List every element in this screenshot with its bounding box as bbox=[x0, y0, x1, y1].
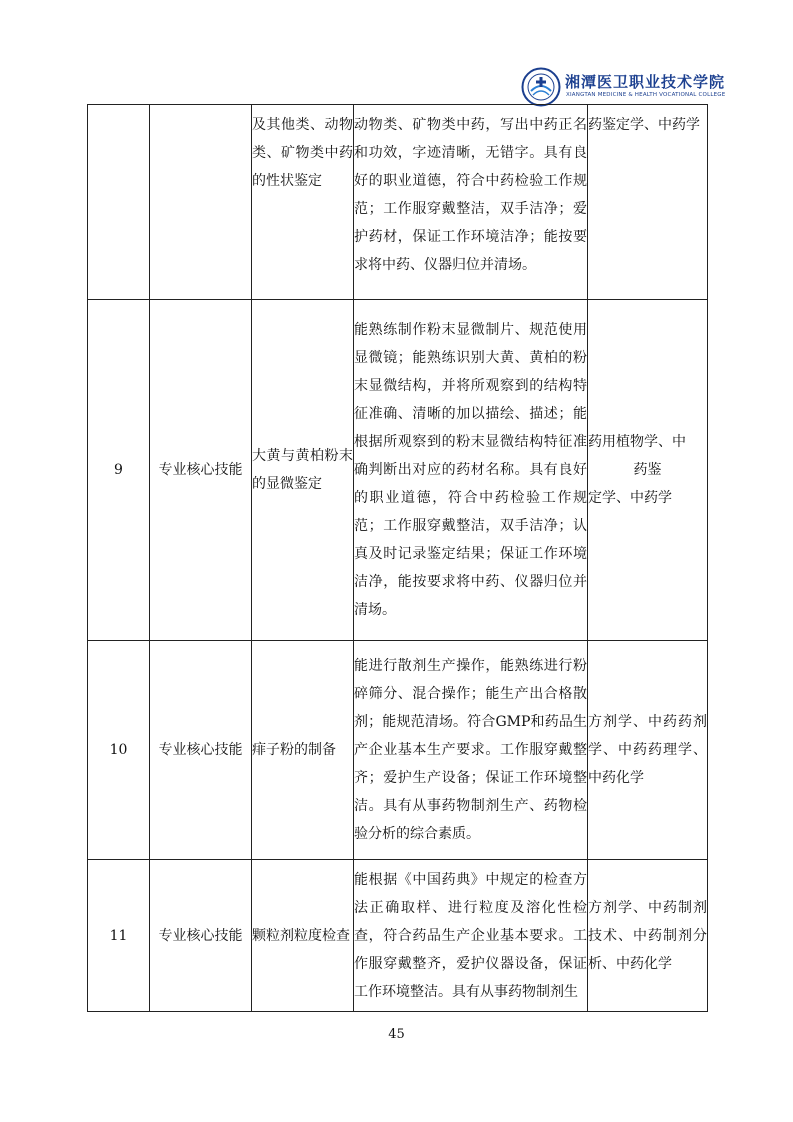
college-name-cn: 湘潭医卫职业技术学院 bbox=[565, 73, 726, 91]
row-courses bbox=[588, 300, 708, 641]
row-number: 11 bbox=[88, 860, 150, 1012]
row-courses: 方剂学、中药制剂技术、中药制剂分析、中药化学 bbox=[588, 860, 708, 1012]
skills-table bbox=[87, 104, 708, 1012]
row-requirements: 能熟练制作粉末显微制片、规范使用显微镜；能熟练识别大黄、黄柏的粉末显微结构，并将所观察到的结构特征准确、清晰的加以描绘、描述；能根据所观察到的粉末显微结构特征准确判断出对应的药材名称。具有良好的职业道德，符合中药检验工作规范；工作服穿戴整洁，双手洁净；认真及时记录鉴定结果；保证工作环境洁净，能按要求将中药、仪器归位并清场。 bbox=[354, 300, 588, 641]
row-requirements: 能进行散剂生产操作，能熟练进行粉碎筛分、混合操作；能生产出合格散剂；能规范清场。符合GMP和药品生产企业基本生产要求。工作服穿戴整齐；爱护生产设备；保证工作环境整洁。具有从事药物制剂生产、药物检验分析的综合素质。 bbox=[354, 641, 588, 860]
row-project-name: 颗粒剂粒度检查 bbox=[252, 860, 354, 1012]
row-project-name: 及其他类、动物类、矿物类中药的性状鉴定 bbox=[252, 105, 354, 300]
row-project-name: 大黄与黄柏粉末的显微鉴定 bbox=[252, 300, 354, 641]
row-number: 9 bbox=[88, 300, 150, 641]
course-line: 药用植物学、中 bbox=[588, 434, 686, 450]
row-courses: 方剂学、中药药剂学、中药药理学、中药化学 bbox=[588, 641, 708, 860]
row-requirements: 能根据《中国药典》中规定的检查方法正确取样、进行粒度及溶化性检查，符合药品生产企业基本要求。工作服穿戴整齐，爱护仪器设备，保证工作环境整洁。具有从事药物制剂生 bbox=[354, 860, 588, 1012]
row-skill-type bbox=[150, 105, 252, 300]
row-number: 10 bbox=[88, 641, 150, 860]
table-row bbox=[88, 105, 708, 300]
table-row bbox=[88, 300, 708, 641]
college-emblem-icon bbox=[521, 67, 561, 107]
course-line: 药鉴 bbox=[633, 462, 662, 478]
table-row bbox=[88, 860, 708, 1012]
row-skill-type: 专业核心技能 bbox=[150, 860, 252, 1012]
page-number: 45 bbox=[388, 1027, 405, 1042]
course-line: 定学、中药学 bbox=[588, 490, 672, 506]
table-row bbox=[88, 641, 708, 860]
college-logo bbox=[521, 67, 726, 107]
row-requirements: 动物类、矿物类中药，写出中药正名和功效，字迹清晰，无错字。具有良好的职业道德，符合中药检验工作规范；工作服穿戴整洁，双手洁净；爱护药材，保证工作环境洁净；能按要求将中药、仪器归位并清场。 bbox=[354, 105, 588, 300]
college-name-en: XIANGTAN MEDICINE & HEALTH VOCATIONAL COLLEGE bbox=[566, 92, 726, 98]
row-skill-type: 专业核心技能 bbox=[150, 300, 252, 641]
row-skill-type: 专业核心技能 bbox=[150, 641, 252, 860]
row-project-name: 痱子粉的制备 bbox=[252, 641, 354, 860]
row-number bbox=[88, 105, 150, 300]
row-courses: 药鉴定学、中药学 bbox=[588, 105, 708, 300]
